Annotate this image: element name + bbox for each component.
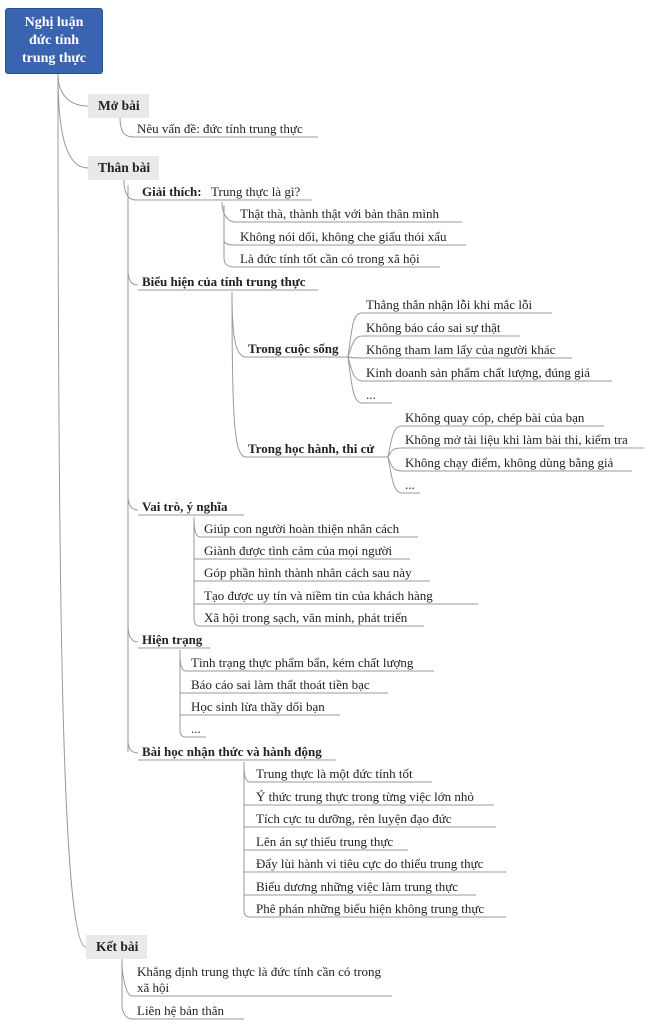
cuoc-song-item: Không tham lam lấy của người khác <box>366 342 556 357</box>
hien-trang-item: Báo cáo sai làm thất thoát tiền bạc <box>191 677 370 692</box>
vai-tro-item: Giúp con người hoàn thiện nhân cách <box>204 521 400 536</box>
mo-bai-item: Nêu vấn đề: đức tính trung thực <box>137 121 303 136</box>
cuoc-song-item: Thẳng thắn nhận lỗi khi mắc lỗi <box>366 297 533 312</box>
giai-thich-question: Trung thực là gì? <box>211 184 301 199</box>
giai-thich-title[interactable]: Giải thích: <box>142 184 202 199</box>
vai-tro-item: Xã hội trong sạch, văn minh, phát triển <box>204 610 408 625</box>
hoc-hanh-item: Không mở tài liệu khi làm bài thi, kiểm tra <box>405 432 628 447</box>
hien-trang-title[interactable]: Hiện trạng <box>142 632 203 647</box>
ket-bai-item: Liên hệ bản thân <box>137 1003 224 1018</box>
cuoc-song-title[interactable]: Trong cuộc sống <box>248 341 339 356</box>
bai-hoc-item: Đẩy lùi hành vi tiêu cực do thiếu trung thực <box>256 856 484 871</box>
cuoc-song-item: Không báo cáo sai sự thật <box>366 320 501 335</box>
bai-hoc-item: Tích cực tu dưỡng, rèn luyện đạo đức <box>256 811 452 826</box>
vai-tro-item: Giành được tình cảm của mọi người <box>204 543 393 558</box>
root-topic[interactable]: Nghị luận đức tính trung thực <box>5 8 103 74</box>
giai-thich-item: Thật thà, thành thật với bản thân mình <box>240 206 439 221</box>
bai-hoc-item: Biểu dương những việc làm trung thực <box>256 879 459 894</box>
bai-hoc-item: Phê phán những biểu hiện không trung thực <box>256 901 485 916</box>
bai-hoc-item: Lên án sự thiếu trung thực <box>256 834 394 849</box>
hien-trang-item: Tình trạng thực phẩm bẩn, kém chất lượng <box>191 655 414 670</box>
hoc-hanh-title[interactable]: Trong học hành, thi cử <box>248 441 375 456</box>
bai-hoc-title[interactable]: Bài học nhận thức và hành động <box>142 744 322 759</box>
section-mo-bai[interactable]: Mở bài <box>88 94 149 118</box>
vai-tro-item: Góp phần hình thành nhân cách sau này <box>204 565 412 580</box>
vai-tro-title[interactable]: Vai trò, ý nghĩa <box>142 499 228 514</box>
bieu-hien-title[interactable]: Biểu hiện của tính trung thực <box>142 274 306 289</box>
cuoc-song-item: Kinh doanh sản phẩm chất lượng, đúng giá <box>366 365 591 380</box>
section-than-bai[interactable]: Thân bài <box>88 156 159 180</box>
hoc-hanh-item: Không chạy điểm, không dùng bằng giả <box>405 455 614 470</box>
giai-thich-item: Không nói dối, không che giấu thói xấu <box>240 229 447 244</box>
cuoc-song-item: ... <box>366 387 376 402</box>
ket-bai-item: Khẳng định trung thực là đức tính cần có trong xã hội <box>137 964 382 995</box>
hoc-hanh-item: ... <box>405 477 415 492</box>
vai-tro-item: Tạo được uy tín và niềm tin của khách hàng <box>204 588 433 603</box>
giai-thich-item: Là đức tính tốt cần có trong xã hội <box>240 251 420 266</box>
bai-hoc-item: Ý thức trung thực trong từng việc lớn nhỏ <box>256 789 474 804</box>
hoc-hanh-item: Không quay cóp, chép bài của bạn <box>405 410 585 425</box>
hien-trang-item: Học sinh lừa thầy dối bạn <box>191 699 325 714</box>
bai-hoc-item: Trung thực là một đức tính tốt <box>256 766 413 781</box>
hien-trang-item: ... <box>191 721 201 736</box>
section-ket-bai[interactable]: Kết bài <box>86 935 147 959</box>
